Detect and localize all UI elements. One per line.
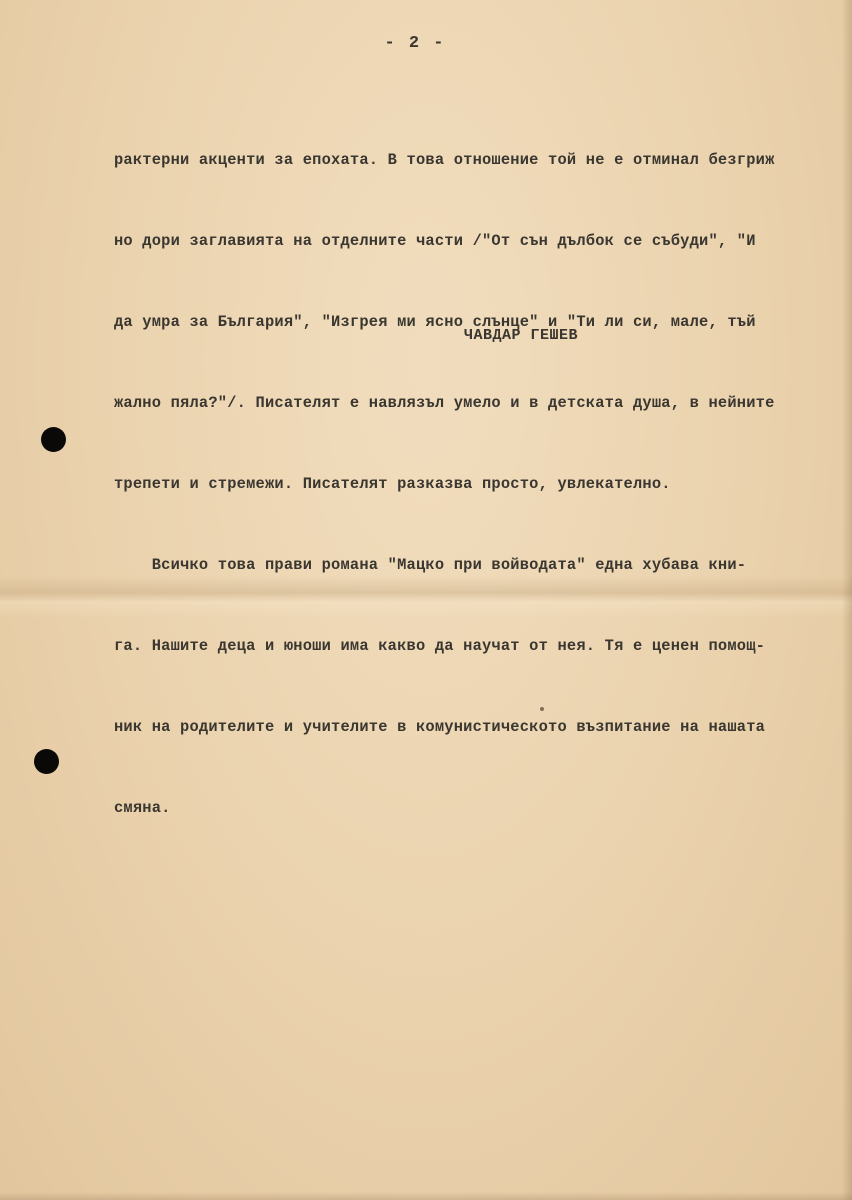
- body-text: [114, 93, 852, 876]
- punch-hole-bottom: [34, 749, 59, 774]
- text-line-4: жално пяла?"/. Писателят е навлязъл умело и в детската душа, в нейните: [114, 394, 775, 412]
- paper-edge-shadow: [842, 0, 852, 1200]
- author-signature: ЧАВДАР ГЕШЕВ: [464, 327, 579, 344]
- text-line-6: Всичко това прави романа "Мацко при войводата" една хубава кни-: [114, 556, 747, 574]
- text-line-8: ник на родителите и учителите в комунистическото възпитание на нашата: [114, 718, 766, 736]
- page-number: - 2 -: [384, 34, 446, 53]
- paper-bottom-edge: [0, 1192, 852, 1200]
- text-line-7: га. Нашите деца и юноши има какво да научат от нея. Тя е ценен помощ-: [114, 637, 766, 655]
- text-line-2: но дори заглавията на отделните части /"От сън дълбок се събуди", "И: [114, 232, 756, 250]
- text-line-5: трепети и стремежи. Писателят разказва просто, увлекателно.: [114, 475, 671, 493]
- punch-hole-top: [41, 427, 66, 452]
- text-line-9: смяна.: [114, 799, 171, 817]
- text-line-1: рактерни акценти за епохата. В това отношение той не е отминал безгриж: [114, 151, 775, 169]
- text-line-3: да умра за България", "Изгрея ми ясно слънце" и "Ти ли си, мале, тъй: [114, 313, 756, 331]
- paper-speck: [540, 707, 544, 711]
